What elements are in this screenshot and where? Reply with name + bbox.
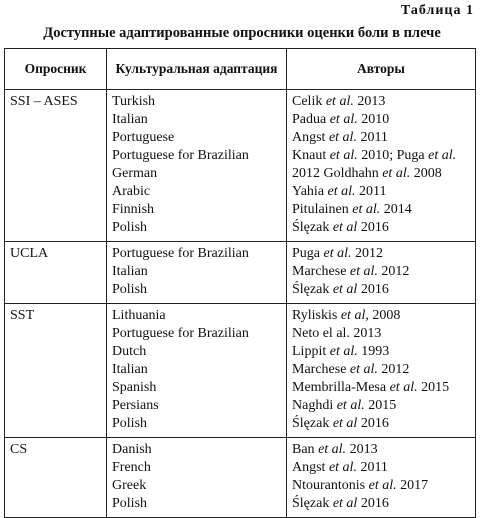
table-row xyxy=(5,304,476,438)
adaptation-item: Dutch xyxy=(112,344,147,359)
header-adaptation: Культуральная адаптация xyxy=(107,49,287,90)
author-citation: Angst et al. 2011 xyxy=(292,460,388,475)
author-citation: Knaut et al. 2010; Puga et al. xyxy=(292,148,457,163)
adaptation-item: Portuguese for Brazilian xyxy=(112,326,249,341)
table-number: Таблица 1 xyxy=(400,3,474,18)
adaptation-cell xyxy=(107,242,287,304)
adaptation-item: Spanish xyxy=(112,380,157,395)
adaptation-item: Polish xyxy=(112,416,148,431)
adaptation-item: Italian xyxy=(112,264,148,279)
author-citation: Ślęzak et al 2016 xyxy=(292,496,389,511)
questionnaire-table xyxy=(4,48,476,518)
author-citation: Ślęzak et al 2016 xyxy=(292,282,389,297)
adaptation-item: Finnish xyxy=(112,202,155,217)
adaptation-item: Portuguese for Brazilian xyxy=(112,246,249,261)
adaptation-item: French xyxy=(112,460,151,475)
author-citation: Ntourantonis et al. 2017 xyxy=(292,478,429,493)
questionnaire-cell: UCLA xyxy=(5,242,107,304)
author-citation: Naghdi et al. 2015 xyxy=(292,398,397,413)
adaptation-item: Persians xyxy=(112,398,159,413)
questionnaire-cell: CS xyxy=(5,438,107,518)
table-row xyxy=(5,90,476,242)
questionnaire-cell: SSI – ASES xyxy=(5,90,107,242)
table-row xyxy=(5,242,476,304)
table-caption: Доступные адаптированные опросники оценки боли в плече xyxy=(43,25,441,41)
authors-cell xyxy=(287,90,476,242)
author-citation: Marchese et al. 2012 xyxy=(292,264,410,279)
authors-cell xyxy=(287,242,476,304)
adaptation-item: Arabic xyxy=(112,184,151,199)
author-citation: Ślęzak et al 2016 xyxy=(292,220,389,235)
authors-cell xyxy=(287,438,476,518)
adaptation-item: Polish xyxy=(112,496,148,511)
author-citation: 2012 Goldhahn et al. 2008 xyxy=(292,166,442,181)
adaptation-cell xyxy=(107,90,287,242)
author-citation: Marchese et al. 2012 xyxy=(292,362,410,377)
adaptation-item: Portuguese for Brazilian xyxy=(112,148,249,163)
author-citation: Angst et al. 2011 xyxy=(292,130,388,145)
table-body xyxy=(5,90,476,518)
adaptation-item: Lithuania xyxy=(112,308,166,323)
authors-cell xyxy=(287,304,476,438)
adaptation-item: Portuguese xyxy=(112,130,175,145)
adaptation-cell xyxy=(107,304,287,438)
adaptation-item: Turkish xyxy=(112,94,156,109)
author-citation: Ryliskis et al, 2008 xyxy=(292,308,401,323)
author-citation: Pitulainen et al. 2014 xyxy=(292,202,412,217)
table-row xyxy=(5,438,476,518)
header-questionnaire: Опросник xyxy=(5,49,107,90)
author-citation: Ślęzak et al 2016 xyxy=(292,416,389,431)
author-citation: Padua et al. 2010 xyxy=(292,112,390,127)
author-citation: Membrilla-Mesa et al. 2015 xyxy=(292,380,450,395)
author-citation: Celik et al. 2013 xyxy=(292,94,386,109)
author-citation: Ban et al. 2013 xyxy=(292,442,378,457)
author-citation: Yahia et al. 2011 xyxy=(292,184,387,199)
adaptation-item: Polish xyxy=(112,282,148,297)
header-authors: Авторы xyxy=(287,49,476,90)
adaptation-item: Danish xyxy=(112,442,152,457)
adaptation-item: Greek xyxy=(112,478,147,493)
adaptation-item: Italian xyxy=(112,112,148,127)
questionnaire-cell: SST xyxy=(5,304,107,438)
adaptation-cell xyxy=(107,438,287,518)
adaptation-item: German xyxy=(112,166,158,181)
table-header-row xyxy=(5,49,476,90)
author-citation: Puga et al. 2012 xyxy=(292,246,383,261)
author-citation: Neto el al. 2013 xyxy=(292,326,382,341)
adaptation-item: Italian xyxy=(112,362,148,377)
adaptation-item: Polish xyxy=(112,220,148,235)
author-citation: Lippit et al. 1993 xyxy=(292,344,390,359)
